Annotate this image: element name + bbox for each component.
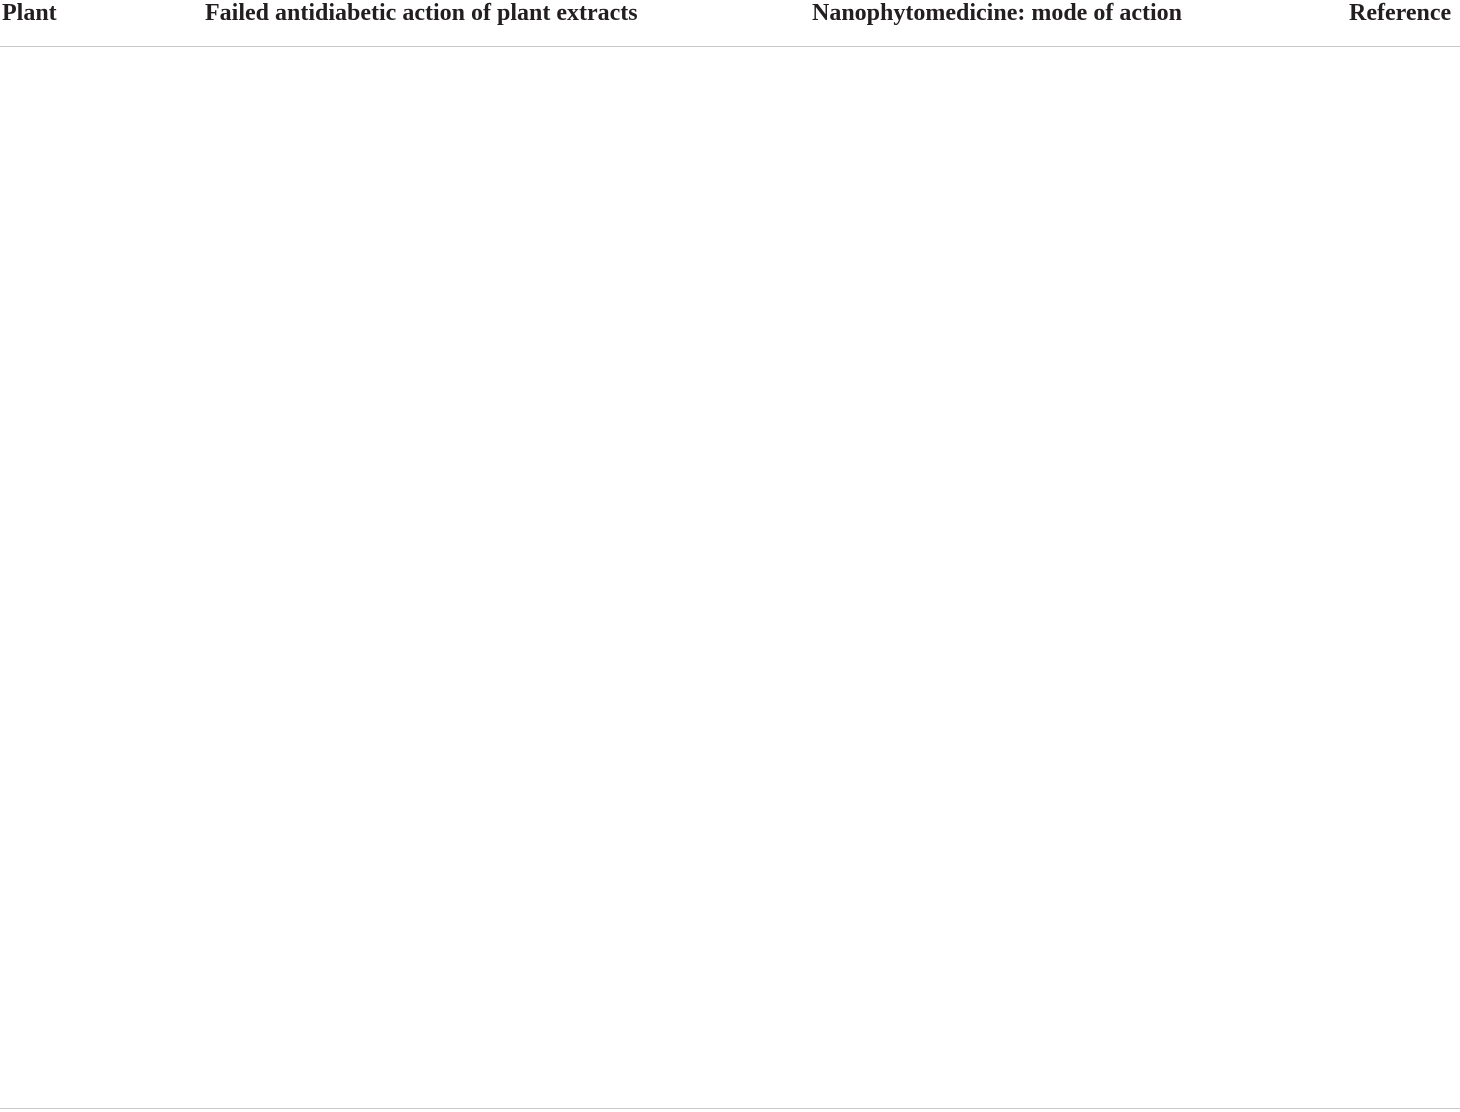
header-reference: Reference	[1349, 0, 1452, 26]
header-nanophytomedicine: Nanophytomedicine: mode of action	[812, 0, 1182, 26]
header-rule	[0, 46, 1460, 47]
bottom-rule	[0, 1108, 1460, 1109]
header-plant: Plant	[2, 0, 57, 26]
header-failed-action: Failed antidiabetic action of plant extracts	[205, 0, 638, 26]
